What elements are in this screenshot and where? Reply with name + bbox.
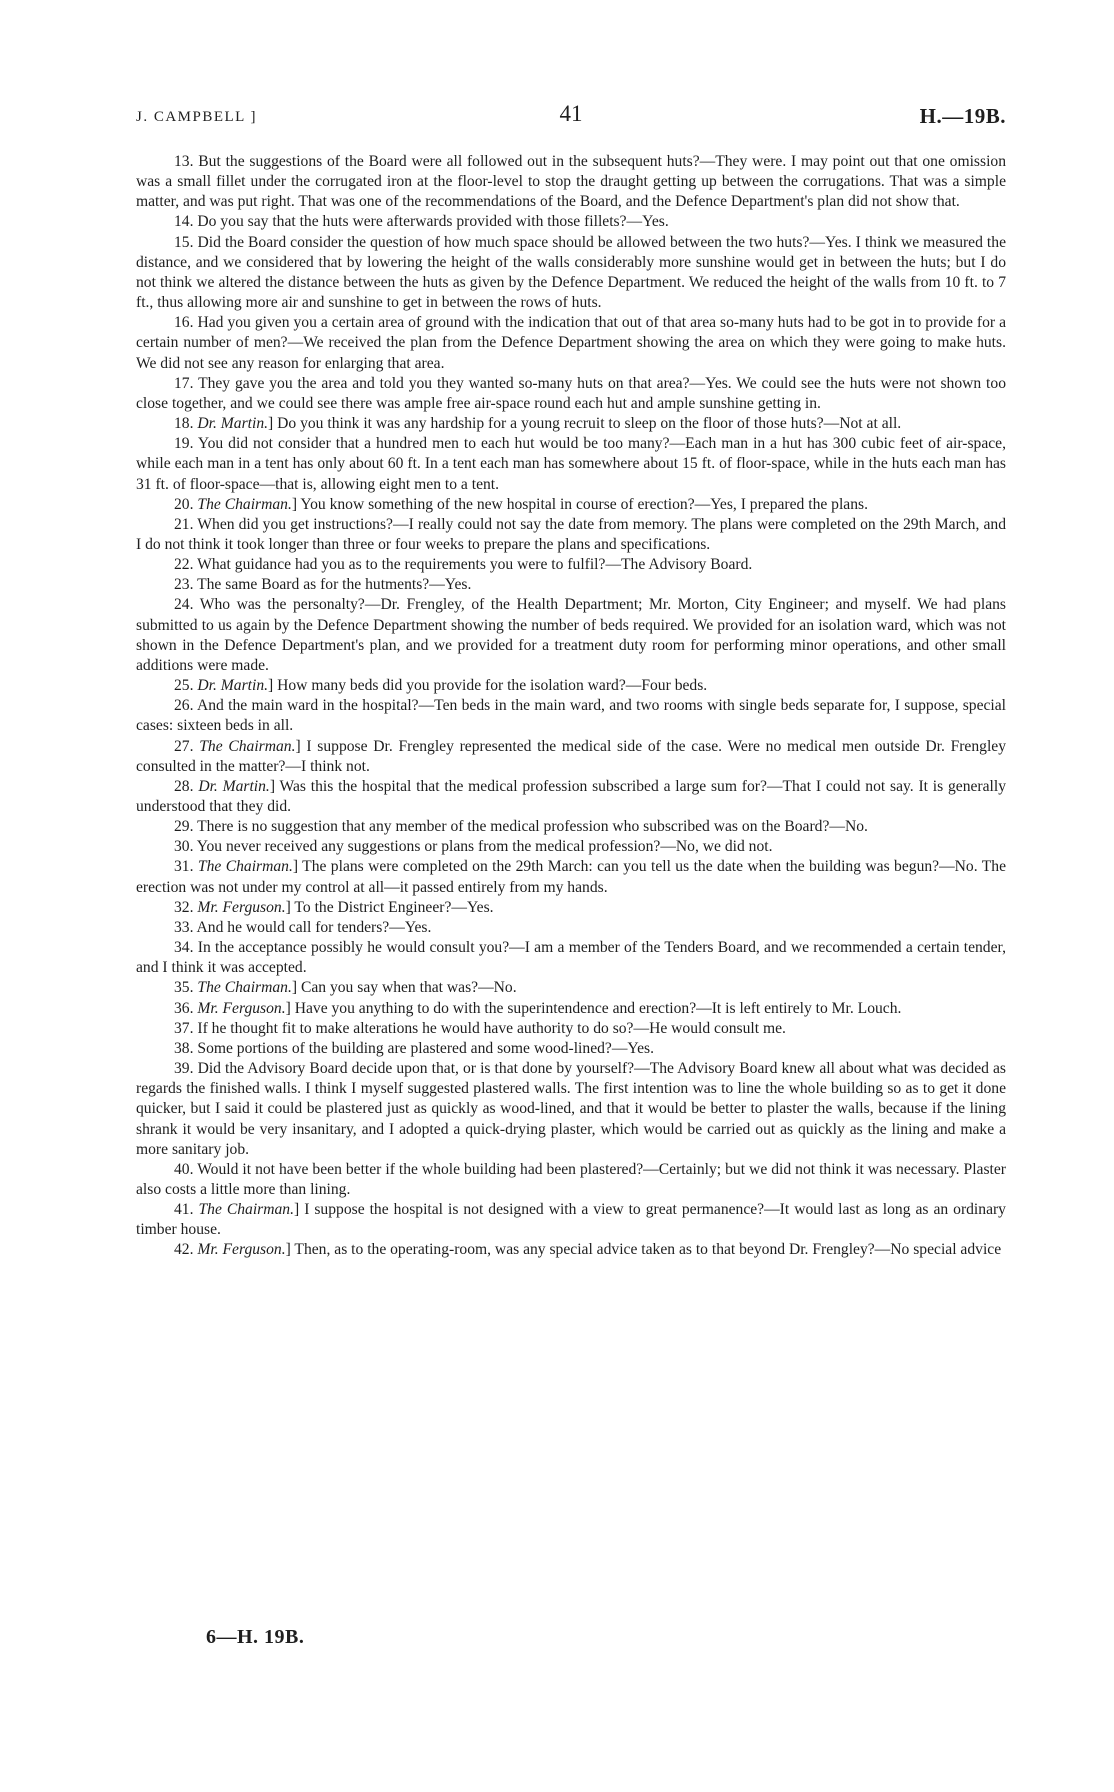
question-paragraph <box>136 152 1006 212</box>
paragraph-lead: 33. And he would call for tenders?—Yes. <box>174 918 432 936</box>
question-paragraph <box>136 495 1006 515</box>
speaker-name: The Chairman. <box>198 1201 295 1219</box>
page-number: 41 <box>559 101 583 126</box>
paragraph-lead: 26. And the main ward in the hospital?—Ten beds in the main ward, and two rooms with single beds separate for, I suppose, special cases: sixteen beds in all. <box>136 697 1006 735</box>
paragraph-lead: 41. <box>174 1201 194 1219</box>
question-paragraph <box>136 777 1006 817</box>
paragraph-lead: 39. Did the Advisory Board decide upon that, or is that done by yourself?—The Advisory Board knew all about what was decided as regards the finished walls. I think I myself suggested plastered walls. The first intention was to line the whole building so as to get it done quicker, but I said it could be plastered just as quickly as wood-lined, and that it would be better to plaster the walls, because if the lining shrank it would be very insanitary, and I adopted a quick-drying plaster, which would be carried out as quickly as the lining and make a more sanitary job. <box>136 1060 1006 1158</box>
speaker-name: The Chairman. <box>197 979 292 997</box>
paragraph-lead: 23. The same Board as for the hutments?—Yes. <box>174 576 472 594</box>
paragraph-lead: 18. <box>174 415 194 433</box>
paragraph-text: ] How many beds did you provide for the isolation ward?—Four beds. <box>268 677 708 695</box>
paragraph-lead: 22. What guidance had you as to the requirements you were to fulfil?—The Advisory Board. <box>174 556 753 574</box>
question-paragraph <box>136 938 1006 978</box>
paragraph-lead: 24. Who was the personalty?—Dr. Frengley, of the Health Department; Mr. Morton, City Engineer; and myself. We had plans submitted to us again by the Defence Department showing the number of beds required. We provided for an isolation ward, which was not shown in the Defence Department's plan, and we provided for a treatment duty room for performing minor operations, and other small additions were made. <box>136 596 1006 674</box>
paragraph-text: ] The plans were completed on the 29th March: can you tell us the date when the building was begun?—No. The erection was not under my control at all—it passed entirely from my hands. <box>136 858 1006 896</box>
speaker-name: Mr. Ferguson. <box>197 898 286 916</box>
paragraph-text: ] Have you anything to do with the superintendence and erection?—It is left entirely to Mr. Louch. <box>285 999 902 1017</box>
question-paragraph <box>136 575 1006 595</box>
paragraph-lead: 21. When did you get instructions?—I really could not say the date from memory. The plans were completed on the 29th March, and I do not think it took longer than three or four weeks to prepare the plans and specifications. <box>136 515 1006 553</box>
question-paragraph <box>136 374 1006 414</box>
signature-mark: 6—H. 19B. <box>206 1626 305 1648</box>
paragraph-text: ] Do you think it was any hardship for a young recruit to sleep on the floor of those huts?—Not at all. <box>268 415 902 433</box>
paragraph-lead: 16. Had you given you a certain area of ground with the indication that out of that area so-many huts had to be got in to provide for a certain number of men?—We received the plan from the Defence Department showing the area on which they were going to make huts. We did not see any reason for enlarging that area. <box>136 314 1006 372</box>
question-paragraph <box>136 1240 1006 1260</box>
question-paragraph <box>136 1039 1006 1059</box>
question-paragraph <box>136 999 1006 1019</box>
question-paragraph <box>136 1019 1006 1039</box>
paragraph-lead: 37. If he thought fit to make alterations he would have authority to do so?—He would consult me. <box>174 1019 786 1037</box>
question-paragraph <box>136 595 1006 676</box>
paragraph-text: ] I suppose the hospital is not designed with a view to great permanence?—It would last as long as an ordinary timber house. <box>136 1201 1006 1239</box>
question-paragraph <box>136 434 1006 494</box>
paragraph-lead: 19. You did not consider that a hundred men to each hut would be too many?—Each man in a hut has 300 cubic feet of air-space, while each man in a tent has only about 60 ft. In a tent each man has somewhere about 15 ft. of floor-space, while in the huts each man has 31 ft. of floor-space—that is, allowing eight men to a tent. <box>136 435 1006 493</box>
paragraph-lead: 36. <box>174 999 194 1017</box>
question-paragraph <box>136 978 1006 998</box>
question-paragraph <box>136 313 1006 373</box>
paragraph-text: ] Was this the hospital that the medical profession subscribed a large sum for?—That I could not say. It is generally understood that they did. <box>136 777 1006 815</box>
paragraph-text: ] Then, as to the operating-room, was any special advice taken as to that beyond Dr. Frengley?—No special advice <box>285 1241 1002 1259</box>
paragraph-lead: 30. You never received any suggestions or plans from the medical profession?—No, we did not. <box>174 838 773 856</box>
question-paragraph <box>136 1160 1006 1200</box>
question-paragraph <box>136 1059 1006 1160</box>
question-paragraph <box>136 737 1006 777</box>
speaker-name: Mr. Ferguson. <box>197 1241 286 1259</box>
question-paragraph <box>136 817 1006 837</box>
speaker-name: The Chairman. <box>197 858 293 876</box>
paragraph-lead: 32. <box>174 898 194 916</box>
question-paragraph <box>136 857 1006 897</box>
question-paragraph <box>136 1200 1006 1240</box>
document-body <box>136 152 1006 1261</box>
paragraph-lead: 40. Would it not have been better if the whole building had been plastered?—Certainly; but we did not think it was necessary. Plaster also costs a little more than lining. <box>136 1160 1006 1198</box>
question-paragraph <box>136 233 1006 314</box>
document-code: H.—19B. <box>919 104 1006 128</box>
paragraph-text: ] To the District Engineer?—Yes. <box>285 898 494 916</box>
paragraph-lead: 28. <box>174 777 194 795</box>
paragraph-lead: 27. <box>174 737 194 755</box>
paragraph-lead: 38. Some portions of the building are plastered and some wood-lined?—Yes. <box>174 1039 655 1057</box>
paragraph-text: ] Can you say when that was?—No. <box>291 979 517 997</box>
paragraph-text: ] You know something of the new hospital in course of erection?—Yes, I prepared the plans. <box>291 495 868 513</box>
question-paragraph <box>136 837 1006 857</box>
speaker-name: Dr. Martin. <box>198 777 270 795</box>
speaker-name: The Chairman. <box>199 737 296 755</box>
question-paragraph <box>136 212 1006 232</box>
speaker-name: The Chairman. <box>197 495 292 513</box>
paragraph-lead: 34. In the acceptance possibly he would consult you?—I am a member of the Tenders Board, and we recommended a certain tender, and I think it was accepted. <box>136 939 1006 977</box>
paragraph-lead: 35. <box>174 979 194 997</box>
question-paragraph <box>136 555 1006 575</box>
paragraph-lead: 31. <box>174 858 194 876</box>
page-header <box>136 103 1006 133</box>
witness-name: J. CAMPBELL ] <box>136 109 258 125</box>
paragraph-text: ] I suppose Dr. Frengley represented the medical side of the case. Were no medical men outside Dr. Frengley consulted in the matter?—I think not. <box>136 737 1006 775</box>
question-paragraph <box>136 414 1006 434</box>
paragraph-lead: 25. <box>174 677 194 695</box>
paragraph-lead: 13. But the suggestions of the Board were all followed out in the subsequent huts?—They were. I may point out that one omission was a small fillet under the corrugated iron at the floor-level to stop the draught getting up between the corrugations. That was a simple matter, and was put right. That was one of the recommendations of the Board, and the Defence Department's plan did not show that. <box>136 153 1006 211</box>
speaker-name: Mr. Ferguson. <box>197 999 286 1017</box>
paragraph-lead: 20. <box>174 495 194 513</box>
question-paragraph <box>136 918 1006 938</box>
paragraph-lead: 15. Did the Board consider the question of how much space should be allowed between the two huts?—Yes. I think we measured the distance, and we considered that by lowering the height of the walls considerably more sunshine would get in between the huts; but I do not think we altered the distance between the huts as given by the Defence Department. We reduced the height of the walls from 10 ft. to 7 ft., thus allowing more air and sunshine to get in between the rows of huts. <box>136 233 1006 312</box>
paragraph-lead: 29. There is no suggestion that any member of the medical profession who subscribed was on the Board?—No. <box>174 818 868 836</box>
question-paragraph <box>136 696 1006 736</box>
question-paragraph <box>136 898 1006 918</box>
question-paragraph <box>136 515 1006 555</box>
speaker-name: Dr. Martin. <box>197 415 269 433</box>
speaker-name: Dr. Martin. <box>197 677 269 695</box>
paragraph-lead: 14. Do you say that the huts were afterwards provided with those fillets?—Yes. <box>174 213 669 231</box>
paragraph-lead: 17. They gave you the area and told you they wanted so-many huts on that area?—Yes. We could see the huts were not shown too close together, and we could see there was ample free air-space round each hut and ample sunshine getting in. <box>136 374 1006 412</box>
paragraph-lead: 42. <box>174 1241 194 1259</box>
question-paragraph <box>136 676 1006 696</box>
